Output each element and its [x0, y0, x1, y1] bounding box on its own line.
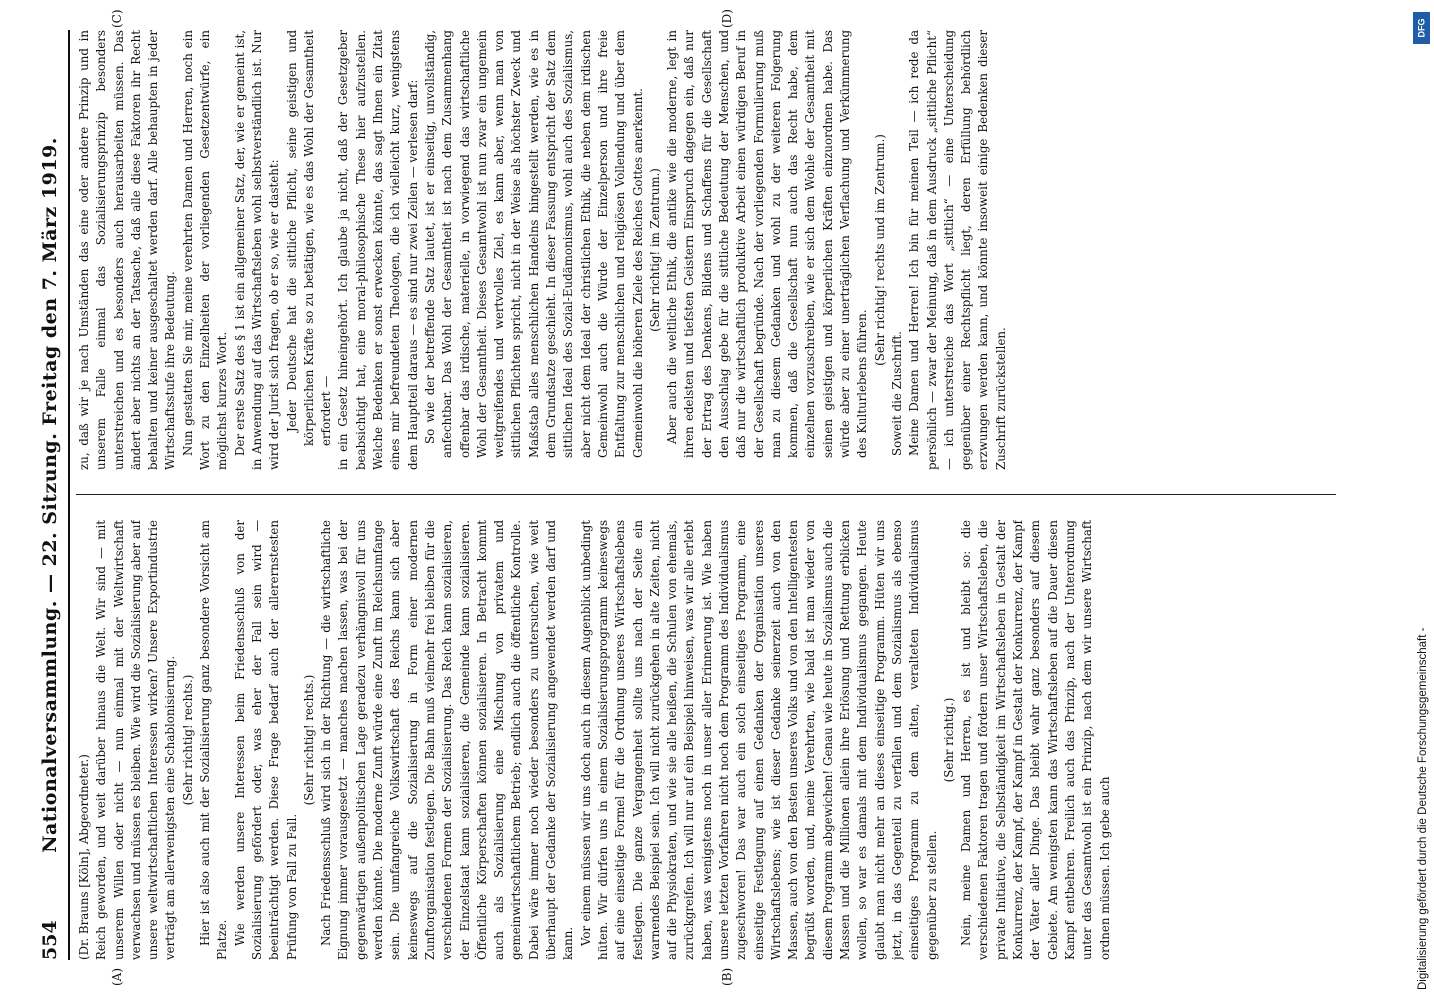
paragraph: Wie werden unsere Interessen beim Friedensschluß von der Sozialisierung gefördert oder, was eher der Fall sein wird — beeinträchtigt werden. Diese Frage bedarf auch der allerernstesten Prüfung von Fall zu Fall. [232, 520, 299, 960]
paragraph: in ein Gesetz hineingehört. Ich glaube ja nicht, daß der Gesetzgeber beabsichtigt hat, eine moral-philosophische These hier aufzustellen. Welche Bedenken er sonst erwecken könnte, das sagt Ihnen ein Zitat eines mir befreundeten Theologen, die ich vielleicht kurz, wenigstens dem Hauptteil daraus — es sind nur zwei Zeilen — verlesen darf: [336, 30, 420, 470]
margin-mark-b: (B) [720, 967, 734, 986]
interjection: (Sehr richtig! rechts.) [301, 674, 316, 806]
paragraph: Nein, meine Damen und Herren, es ist und bleibt so: die verschiedenen Faktoren tragen und fördern unser Wirtschaftsleben, die private Initiative, die Selbständigkeit im Wirtschaftsleben in Gestalt der Konkurrenz, der Kampf, der Kampf in Gestalt der Konkurrenz, der Kampf der Väter aller Dinge. Das bleibt wahr ganz besonders auf diesem Gebiete. Am wenigsten kann das Wirtschaftsleben auf die Dauer diesen Kampf entbehren. Freilich auch das Prinzip, nach der Unterordnung unter das Gesamtwohl ist ein Prinzip, nach dem wir unsere Wirtschaft ordnen müssen. Ich gebe auch [959, 520, 1112, 960]
quoted-paragraph: Jeder Deutsche hat die sittliche Pflicht, seine geistigen und körperlichen Kräfte so zu betätigen, wie es das Wohl der Gesamtheit erfordert — [284, 30, 334, 446]
paragraph: Nun gestatten Sie mir, meine verehrten Damen und Herren, noch ein Wort zu den Einzelheiten der vorliegenden Gesetzentwürfe, ein möglichst kurzes Wort. [180, 30, 230, 470]
speaker-line: (Dr. Brauns [Köln], Abgeordneter.) [77, 754, 91, 960]
stamp-text: Digitalisierung gefördert durch die Deutsche Forschungsgemeinschaft - [1417, 627, 1429, 990]
page-number: 554 [39, 920, 61, 960]
right-column [76, 30, 1346, 470]
paragraph: Reich geworden, und weit darüber hinaus die Welt. Wir sind — mit unserem Willen oder nicht — nun einmal mit der Weltwirtschaft verwachsen und müssen es bleiben. Wie wird die Sozialisierung aber auf unsere weltwirtschaftlichen Interessen wirken? Unsere Exportindustrie verträgt am allerwenigsten eine Schablonisierung. [94, 520, 178, 960]
page-header [35, 30, 65, 960]
quoted-paragraph: Aber auch die weltliche Ethik, die antike wie die moderne, legt in ihren edelsten und tiefsten Geistern Einspruch dagegen ein, daß nur der Ertrag des Denkens, Bildens und Schaffens für die Gesellschaft den Ausschlag gebe für die sittliche Bedeutung der Menschen, und daß nur die wirtschaftlich produktive Arbeit einen würdigen Beruf in der Gesellschaft begründe. Nach der vorliegenden Formulierung muß man zu diesem Gedanken und wohl zu der weiteren Folgerung kommen, daß die Gesellschaft nun auch das Recht habe, dem einzelnen vorzuschreiben, wie er sich dem Wohle der Gesamtheit mit seinen geistigen und körperlichen Kräften einzuordnen habe. Das würde aber zu einer unerträglichen Verflachung und Verkümmerung des Kulturlebens führen. [665, 30, 870, 458]
column-divider [76, 494, 1336, 495]
interjection: (Sehr richtig! rechts und im Zentrum.) [872, 134, 887, 366]
dfg-logo: DFG [1413, 12, 1430, 44]
margin-mark-c: (C) [110, 9, 124, 28]
interjection: (Sehr richtig! im Zentrum.) [647, 168, 662, 332]
margin-mark-d: (D) [720, 9, 734, 28]
paragraph: Der erste Satz des § 1 ist ein allgemeiner Satz, der, wie er gemeint ist, in Anwendung auf das Wirtschaftsleben wohl selbstverständlich ist. Nur wird der Jurist sich fragen, ob er so, wie er dasteht: [232, 30, 282, 470]
quoted-paragraph: So wie der betreffende Satz lautet, ist er einseitig, unvollständig, anfechtbar. Das Wohl der Gesamtheit ist nach dem Zusammenhang offenbar das irdische, materielle, in vorwiegend das wirtschaftliche Wohl der Gesamtheit. Dieses Gesamtwohl ist nun zwar ein ungemein weitgreifendes und wertvolles Ziel, es kann aber, wenn man von sittlichen Pflichten spricht, nicht in der Weise als höchster Zweck und Maßstab alles menschlichen Handelns hingestellt werden, wie es in dem Grundsatze geschieht. In dieser Fassung entspricht der Satz dem sittlichen Ideal des Sozial-Eudämonismus, wohl auch des Sozialismus, aber nicht dem Ideal der christlichen Ethik, die neben dem irdischen Gemeinwohl auch die Würde der Einzelperson und ihre freie Entfaltung zur menschlichen und religiösen Vollendung und über dem Gemeinwohl die höheren Ziele des Reiches Gottes anerkennt. [422, 30, 645, 458]
paragraph: Vor einem müssen wir uns doch auch in diesem Augenblick unbedingt hüten. Wir dürfen uns in einem Sozialisierungsprogramm keineswegs auf eine einseitige Formel für die Ordnung unseres Wirtschaftslebens festlegen. Die ganze Vergangenheit sollte uns nach der Seite ein warnendes Beispiel sein. Ich will nicht zurückgehen in alte Zeiten, nicht auf die Physiokraten, und wie sie alle heißen, die Schulen von ehemals, zurückgreifen. Ich will nur auf ein Beispiel hinweisen, was wir alle erlebt haben, was wenigstens noch in unser aller Erinnerung ist. Wie haben unsere letzten Vorfahren nicht noch dem Programm des Individualismus zugeschworen! Das war auch ein solch einseitiges Programm, eine einseitige Festlegung auf einen Gedanken der Organisation unseres Wirtschaftslebens; wie ist dieser Gedanke seinerzeit auch von den Massen, auch von den Besten unseres Volks und von den Intelligentesten begrüßt worden, und, meine Verehrten, wie bald ist man wieder von diesem Programm abgewichen! Genau wie heute in Sozialismus auch die Massen und die Millionen allein ihre Erlösung und Rettung erblicken wollen, so war es damals mit dem Individualismus gegangen. Heute glaubt man nicht mehr an dieses einseitige Programm. Hüten wir uns jetzt, in das Gegenteil zu verfallen und dem Sozialismus als ebenso einseitiges Programm zu dem alten, veralteten Individualismus gegenüber zu stellen. [578, 520, 939, 960]
interjection: (Sehr richtig! rechts.) [180, 674, 195, 806]
paragraph: zu, daß wir je nach Umständen das eine oder andere Prinzip und in unserem Falle einmal das Sozialisierungsprinzip besonders unterstreichen und es besonders auch herausarbeiten müssen. Das ändert aber nichts an der Tatsache, daß alle diese Faktoren ihr Recht behalten und keiner ausgeschaltet werden darf. Alle behaupten in jeder Wirtschaftsstufe ihre Bedeutung. [77, 30, 178, 470]
page-title: Nationalversammlung. — 22. Sitzung. Freitag den 7. März 1919. [39, 137, 61, 853]
paragraph: Meine Damen und Herren! Ich bin für meinen Teil — ich rede da persönlich — zwar der Meinung, daß in dem Ausdruck „sittliche Pflicht“ — ich unterstreiche das Wort „sittlich“ — eine Unterscheidung gegenüber einer Rechtspflicht liegt, deren Erfüllung behördlich erzwungen werden kann, und könnte insoweit einige Bedenken dieser Zuschrift zurückstellen. [907, 30, 1008, 470]
left-column [76, 520, 1346, 960]
paragraph: Soweit die Zuschrift. [889, 331, 904, 456]
interjection: (Sehr richtig.) [941, 697, 956, 783]
paragraph: Nach Friedensschluß wird sich in der Richtung — die wirtschaftliche Eignung immer vorausgesetzt — manches machen lassen, was bei der gegenwärtigen außenpolitischen Lage geradezu verhängnisvoll für uns werden könnte. Die moderne Zunft würde eine Zunft im Reichsumfange sein. Die umfangreiche Volkswirtschaft des Reichs kann sich aber keineswegs auf die Sozialisierung in Form einer modernen Zunftorganisation festlegen. Die Bahn muß vielmehr frei bleiben für die verschiedenen Formen der Sozialisierung. Das Reich kann sozialisieren, der Einzelstaat kann sozialisieren, die Gemeinde kann sozialisieren. Öffentliche Körperschaften können sozialisieren. In Betracht kommt auch als Sozialisierung eine Mischung von privatem und gemeinwirtschaftlichem Betrieb; endlich auch die öffentliche Kontrolle. Dabei wäre immer noch wieder besonders zu untersuchen, wie weit überhaupt der Gedanke der Sozialisierung angewendet werden darf und kann. [319, 520, 576, 960]
paragraph: Hier ist also auch mit der Sozialisierung ganz besondere Vorsicht am Platze. [198, 520, 230, 960]
digitization-stamp [1410, 10, 1434, 990]
header-rule [68, 30, 70, 960]
margin-mark-a: (A) [110, 967, 124, 986]
